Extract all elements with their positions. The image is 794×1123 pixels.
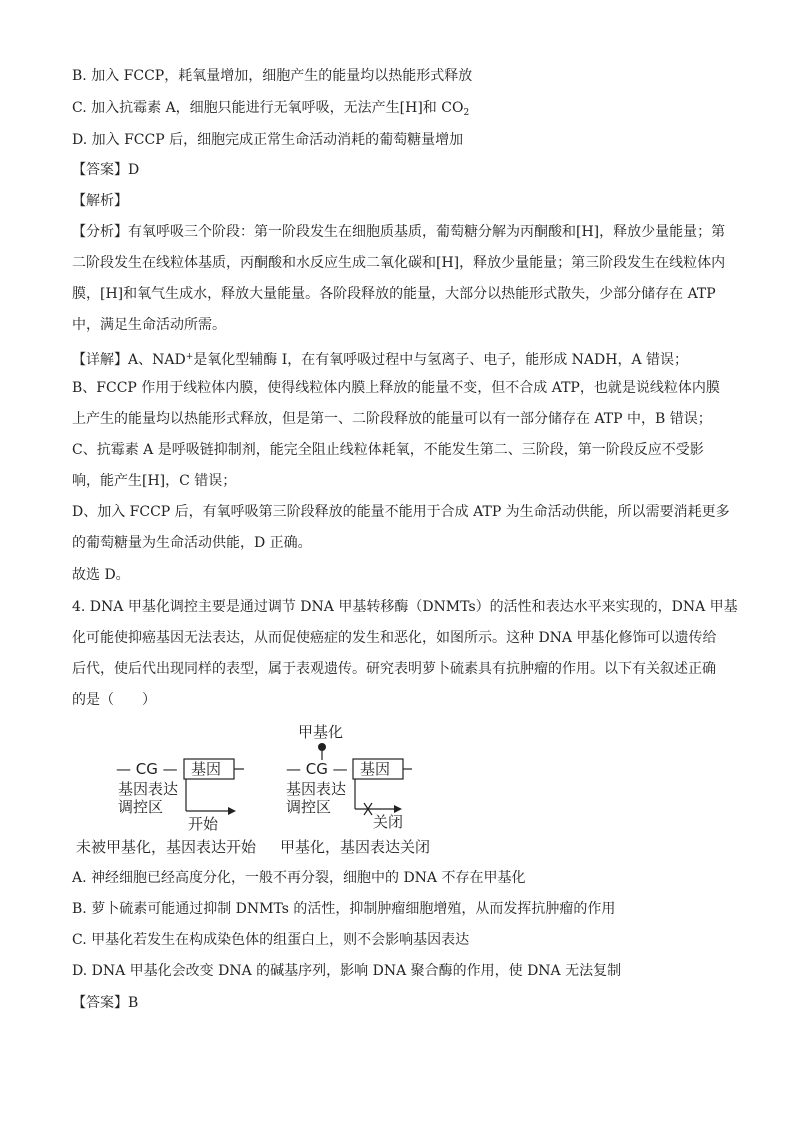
xiangjie-line-c1: C、抗霉素 A 是呼吸链抑制剂，能完全阻止线粒体耗氧，不能发生第二、三阶段，第一阶段反应不受影 (72, 442, 704, 458)
q4-stem-line-4: 的是（ ） (72, 692, 156, 708)
fenxi-label: 【分析】 (72, 224, 128, 240)
gene-right: 基因 (360, 760, 391, 778)
analysis-heading: 【解析】 (72, 193, 128, 209)
q4-answer-label: 【答案】 (72, 995, 128, 1011)
xiangjie-line-a (72, 347, 732, 370)
xiangjie-line-d2: 的葡萄糖量为生命活动供能，D 正确。 (72, 535, 312, 551)
fenxi-line-2: 二阶段发生在线粒体基质，丙酮酸和水反应生成二氧化碳和[H]，释放少量能量；第三阶段发生在线粒体内 (72, 255, 726, 271)
q3-option-b: B. 加入 FCCP，耗氧量增加，细胞产生的能量均以热能形式释放 (72, 68, 473, 84)
q4-option-c: C. 甲基化若发生在构成染色体的组蛋白上，则不会影响基因表达 (72, 932, 470, 948)
answer-value: D (128, 162, 140, 178)
start-label: 开始 (188, 815, 219, 833)
xiangjie-label: 【详解】 (72, 352, 128, 368)
q4-option-a: A. 神经细胞已经高度分化，一般不再分裂，细胞中的 DNA 不存在甲基化 (72, 870, 526, 886)
q3-option-c (72, 98, 732, 123)
fenxi-line-4: 中，满足生命活动所需。 (72, 317, 226, 333)
methylation-diagram (72, 714, 472, 859)
q4-answer-value: B (128, 995, 139, 1011)
xiangjie-line-d1: D、加入 FCCP 后，有氧呼吸第三阶段释放的能量不能用于合成 ATP 为生命活动供能，所以需要消耗更多 (72, 504, 730, 520)
xj-a-post: 是氧化型辅酶 I，在有氧呼吸过程中与氢离子、电子，能形成 NADH，A 错误； (193, 352, 689, 368)
caption-left: 未被甲基化，基因表达开始 (76, 838, 257, 856)
region-left-2: 调控区 (118, 798, 164, 816)
xiangjie-line-b2: 上产生的能量均以热能形式释放，但是第一、二阶段释放的能量可以有一部分储存在 ATP 中，B 错误； (72, 411, 712, 427)
q3-option-d: D. 加入 FCCP 后，细胞完成正常生命活动消耗的葡萄糖量增加 (72, 132, 464, 148)
off-label: 关闭 (373, 813, 404, 831)
conclusion: 故选 D。 (72, 567, 130, 583)
nad-superscript: + (185, 352, 194, 362)
q4-option-b: B. 萝卜硫素可能通过抑制 DNMTs 的活性，抑制肿瘤细胞增殖，从而发挥抗肿瘤的作用 (72, 901, 616, 917)
gene-left: 基因 (191, 760, 222, 778)
fenxi-line-3: 膜，[H]和氧气生成水，释放大量能量。各阶段释放的能量，大部分以热能形式散失，少部分储存在 ATP (72, 286, 716, 302)
xiangjie-line-c2: 响，能产生[H]，C 错误； (72, 473, 237, 489)
co2-subscript: 2 (463, 108, 470, 118)
q3-option-c-text: C. 加入抗霉素 A，细胞只能进行无氧呼吸，无法产生[H]和 CO (72, 100, 464, 116)
region-left-1: 基因表达 (118, 780, 179, 798)
methyl-label: 甲基化 (298, 723, 344, 741)
fenxi-text-1: 有氧呼吸三个阶段：第一阶段发生在细胞质基质，葡萄糖分解为丙酮酸和[H]，释放少量能量；第 (128, 224, 726, 240)
answer-label: 【答案】 (72, 162, 128, 178)
region-right-1: 基因表达 (286, 780, 347, 798)
cg-left: — CG — (116, 760, 178, 778)
start-arrow-head (228, 807, 236, 815)
q4-stem-line-1: 4. DNA 甲基化调控主要是通过调节 DNA 甲基转移酶（DNMTs）的活性和表达水平来实现的，DNA 甲基 (72, 599, 738, 615)
q4-answer (72, 993, 732, 1013)
xiangjie-line-b1: B、FCCP 作用于线粒体内膜，使得线粒体内膜上释放的能量不变，但不合成 ATP，也就是说线粒体内膜 (72, 380, 720, 396)
methylation-diagram-svg (72, 714, 472, 859)
caption-right: 甲基化，基因表达关闭 (280, 838, 431, 856)
off-arrow-head (394, 805, 402, 813)
q4-stem-line-2: 化可能使抑癌基因无法表达，从而促使癌症的发生和恶化，如图所示。这种 DNA 甲基化修饰可以遗传给 (72, 630, 717, 646)
q4-option-d: D. DNA 甲基化会改变 DNA 的碱基序列，影响 DNA 聚合酶的作用，使 DNA 无法复制 (72, 963, 622, 979)
methyl-group-dot (318, 743, 326, 751)
fenxi-line-1 (72, 222, 732, 242)
q3-answer (72, 160, 732, 180)
region-right-2: 调控区 (286, 798, 332, 816)
cg-right: — CG — (286, 760, 348, 778)
xj-a-pre: A、NAD (128, 352, 186, 368)
q4-stem-line-3: 后代，使后代出现同样的表型，属于表观遗传。研究表明萝卜硫素具有抗肿瘤的作用。以下有关叙述正确 (72, 661, 716, 677)
